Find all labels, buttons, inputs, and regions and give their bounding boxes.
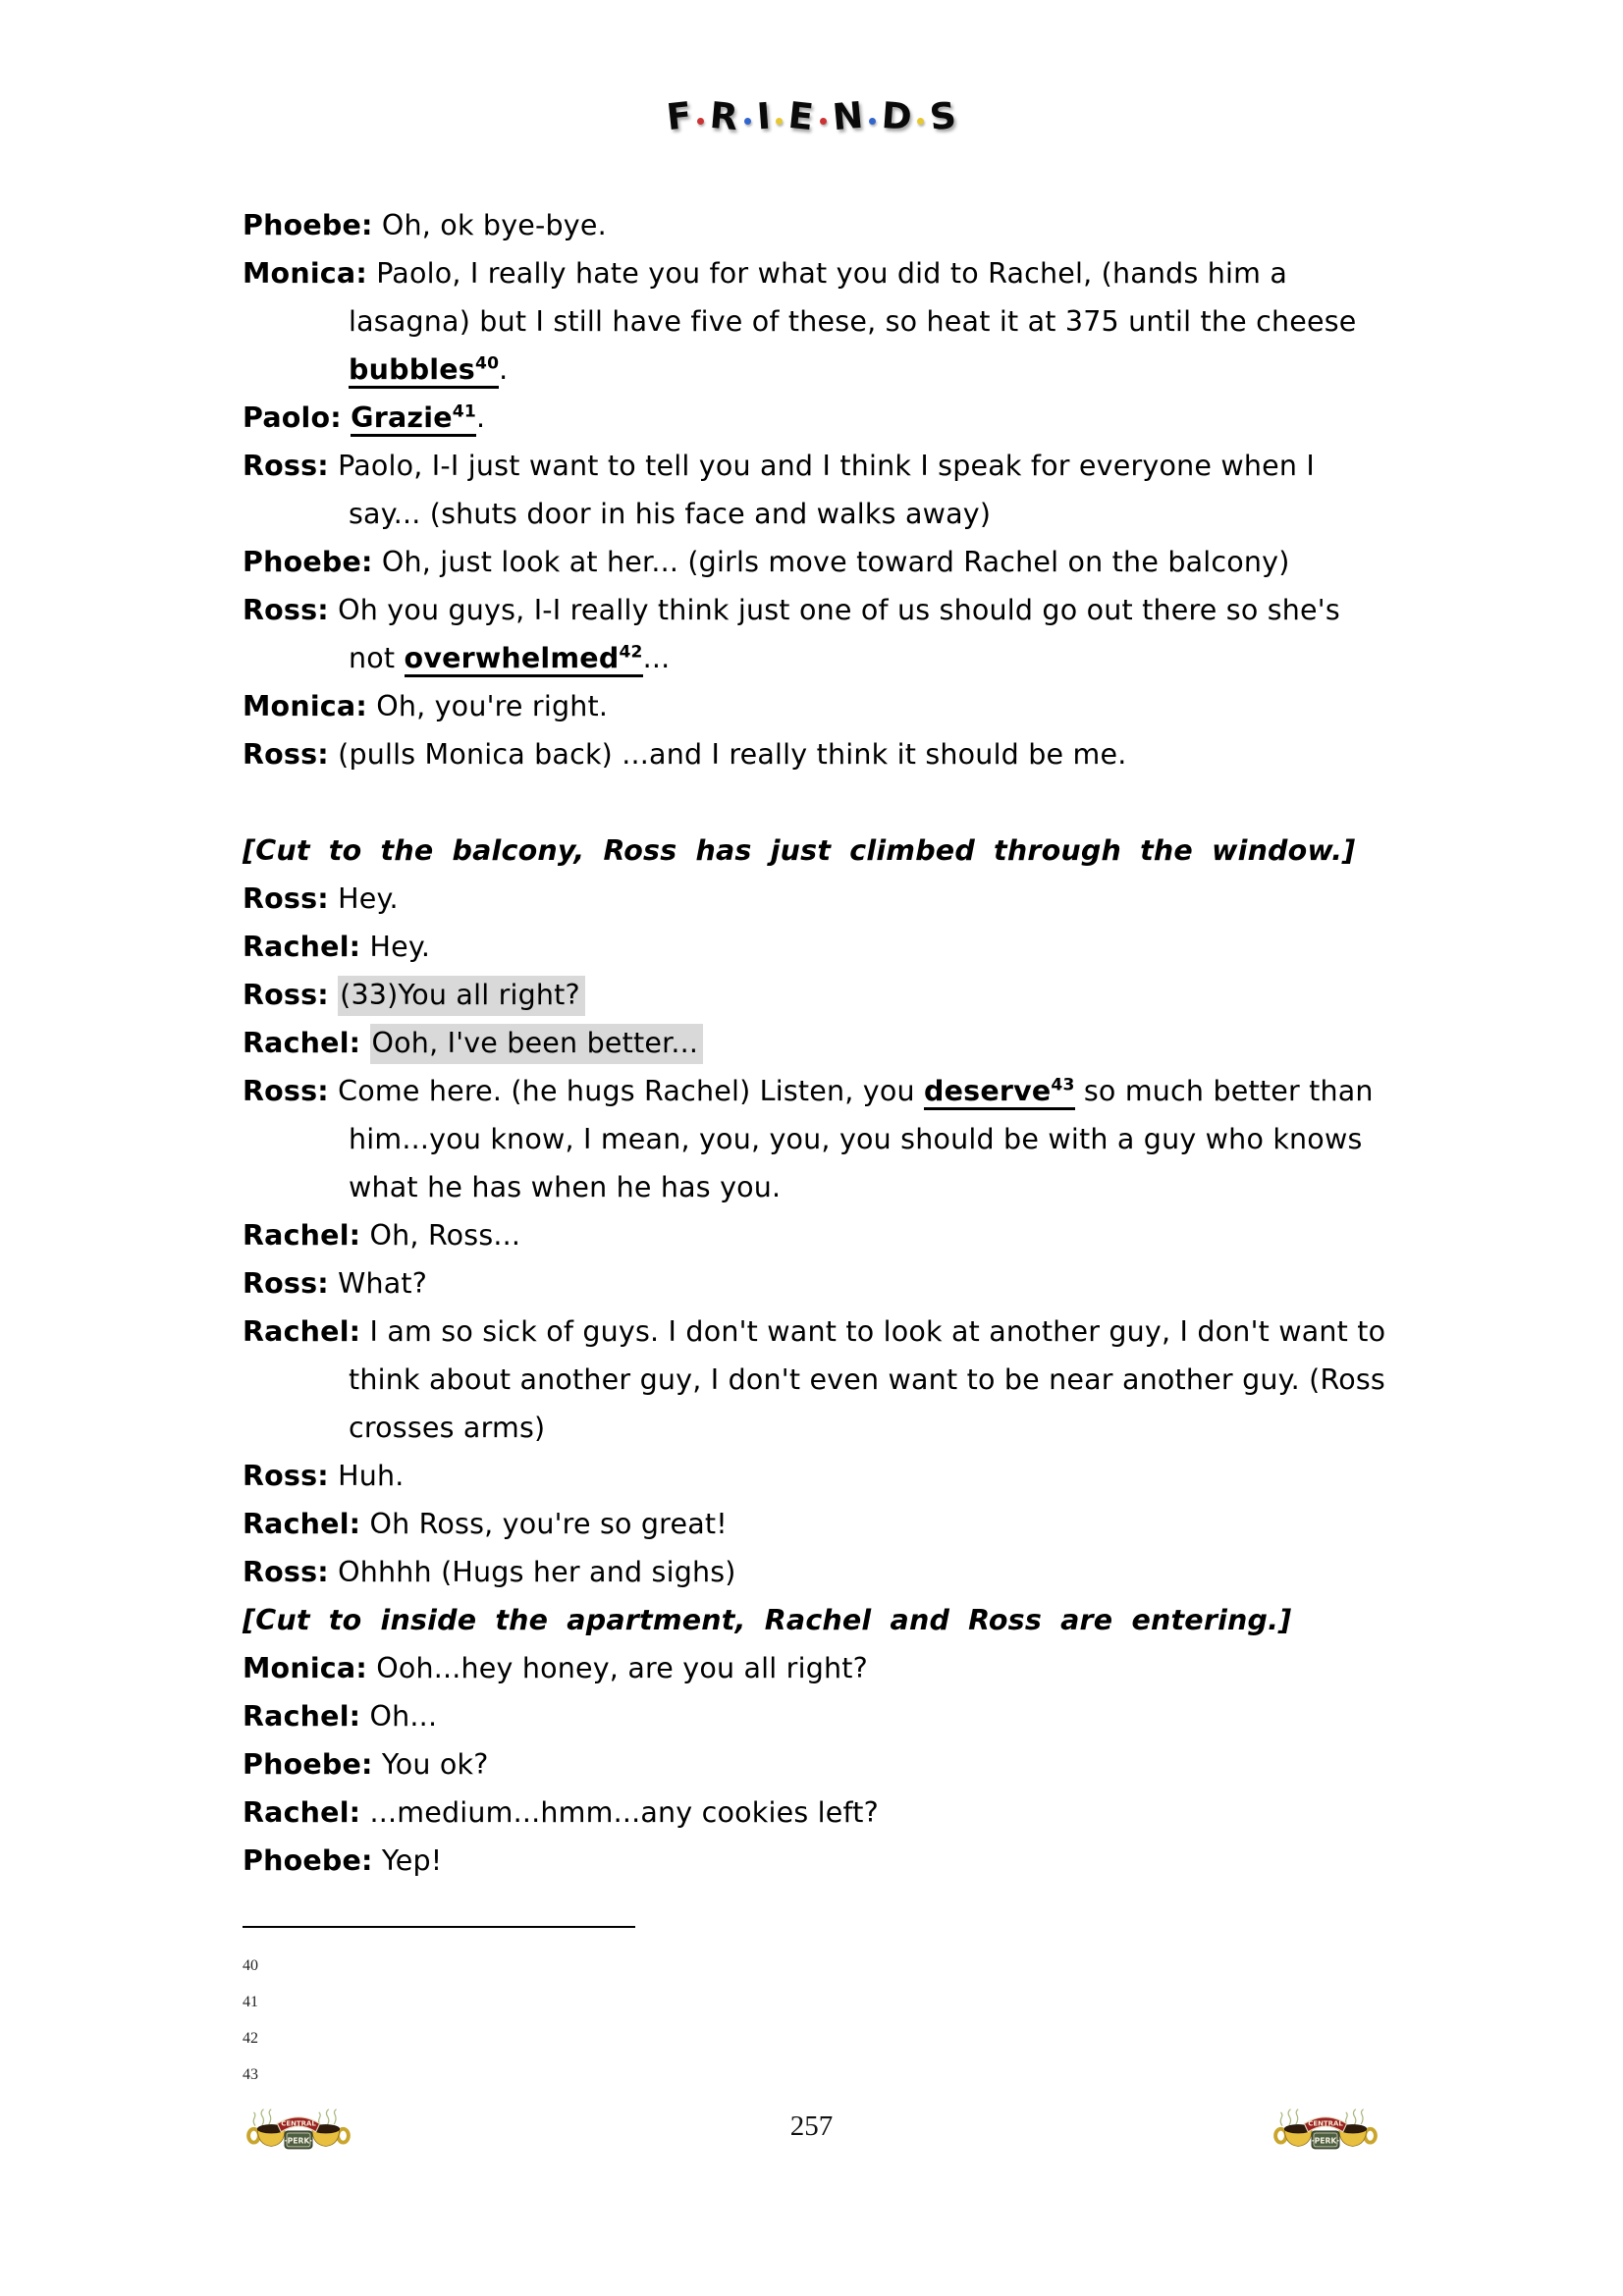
script-line (243, 1789, 1391, 1837)
script-line (243, 1692, 1391, 1740)
central-perk-banner-text: CENTRAL (1308, 2119, 1343, 2128)
footnote-reference: 40 (474, 353, 500, 374)
friends-logo-dot (744, 118, 751, 125)
central-perk-sign-text: ·PERK· (284, 2136, 313, 2146)
friends-logo-letter: N (830, 93, 865, 139)
dialogue-text: . (499, 353, 509, 386)
dialogue-text: I am so sick of guys. I don't want to look at another guy, I don't want to think about another guy, I don't even want to be near another guy. (Ross crosses arms) (349, 1315, 1386, 1444)
speaker-name: Ross: (243, 1460, 329, 1492)
dialogue-text: (pulls Monica back) ...and I really think it should be me. (338, 738, 1127, 771)
speaker-name: Ross: (243, 882, 329, 915)
speaker-name: Phoebe: (243, 1844, 373, 1877)
footnote-reference: 43 (1051, 1075, 1075, 1095)
speaker-name: Rachel: (243, 1219, 361, 1252)
dialogue-text: Paolo, I really hate you for what you did to Rachel, (hands him a lasagna) but I still have five of these, so heat it at 375 until the cheese (349, 257, 1357, 338)
dialogue-text: Oh, just look at her... (girls move toward Rachel on the balcony) (381, 546, 1290, 578)
friends-logo-dot (820, 118, 827, 125)
dialogue-text: Oh, ok bye-bye. (381, 209, 607, 241)
speaker-name: Ross: (243, 979, 329, 1011)
script-line (243, 394, 1391, 442)
dialogue-text: What? (338, 1267, 428, 1300)
highlighted-dialogue: Ooh, I've been better... (370, 1024, 704, 1064)
dialogue-text: Ooh...hey honey, are you all right? (376, 1652, 868, 1684)
speaker-name: Ross: (243, 594, 329, 626)
stage-direction: [Cut to the balcony, Ross has just climbed through the window.] (243, 834, 1356, 867)
underlined-term (405, 642, 643, 677)
script-line (243, 1067, 1391, 1211)
script-line (243, 1500, 1391, 1548)
footnote-marks (243, 1948, 832, 2093)
friends-logo (0, 93, 1623, 139)
speaker-name: Rachel: (243, 1508, 361, 1540)
underlined-term (924, 1075, 1075, 1110)
dialogue-text: Ohhhh (Hugs her and sighs) (338, 1556, 736, 1588)
central-perk-icon (245, 2107, 352, 2169)
speaker-name: Monica: (243, 1652, 367, 1684)
underlined-term (351, 401, 476, 437)
footnote-mark: 43 (243, 2066, 258, 2083)
friends-logo-dot (917, 118, 924, 125)
dialogue-text: ...medium...hmm...any cookies left? (369, 1796, 879, 1829)
friends-logo-letter: I (755, 94, 772, 138)
dialogue-text: bubbles (349, 353, 475, 386)
dialogue-text: so much better than him...you know, I mean, you, you, you should be with a guy who knows what he has when he has you. (349, 1075, 1374, 1203)
script-line (243, 1837, 1391, 1885)
dialogue-text: Oh... (369, 1700, 438, 1733)
dialogue-text: . (475, 401, 486, 434)
speaker-name: Phoebe: (243, 209, 373, 241)
script-line (243, 1308, 1391, 1452)
dialogue-text: Hey. (369, 931, 431, 963)
script-line (243, 538, 1391, 586)
footnote-separator (243, 1926, 635, 1928)
script-text-area (243, 201, 1391, 1885)
central-perk-sign-text: ·PERK· (1311, 2136, 1340, 2146)
dialogue-text: Oh you guys, I-I really think just one of us should go out there so she's not (338, 594, 1340, 674)
speaker-name: Ross: (243, 1267, 329, 1300)
footnote-mark: 42 (243, 2030, 258, 2047)
underlined-term (349, 353, 499, 389)
script-line (243, 923, 1391, 971)
footnote-mark: 41 (243, 1994, 258, 2010)
friends-logo-letter: S (928, 93, 959, 139)
script-line (243, 730, 1391, 778)
footnote-reference: 42 (619, 642, 643, 663)
speaker-name: Ross: (243, 1075, 329, 1107)
script-line (243, 682, 1391, 730)
footnotes-section (243, 1926, 832, 2093)
script-line (243, 1452, 1391, 1500)
speaker-name: Monica: (243, 257, 367, 290)
speaker-name: Phoebe: (243, 546, 373, 578)
script-line (243, 201, 1391, 249)
script-line (243, 249, 1391, 394)
highlighted-dialogue: (33)You all right? (338, 976, 585, 1016)
speaker-name: Phoebe: (243, 1748, 373, 1781)
speaker-name: Paolo: (243, 401, 342, 434)
footnote-reference: 41 (452, 401, 476, 422)
speaker-name: Monica: (243, 690, 367, 722)
script-line (243, 1740, 1391, 1789)
dialogue-text: You ok? (381, 1748, 489, 1781)
dialogue-text: overwhelmed (404, 642, 620, 674)
dialogue-text: Oh, Ross... (369, 1219, 521, 1252)
blank-line (243, 778, 1391, 827)
dialogue-text: Oh Ross, you're so great! (369, 1508, 728, 1540)
central-perk-logo-left (245, 2107, 352, 2169)
dialogue-text: Hey. (338, 882, 399, 915)
dialogue-text: ... (642, 642, 671, 674)
speaker-name: Rachel: (243, 1027, 361, 1059)
speaker-name: Ross: (243, 450, 329, 482)
dialogue-text: Grazie (351, 401, 453, 434)
script-line (243, 1548, 1391, 1596)
speaker-name: Rachel: (243, 1315, 361, 1348)
dialogue-text: Huh. (338, 1460, 405, 1492)
script-line (243, 586, 1391, 682)
central-perk-logo-right (1272, 2107, 1379, 2169)
dialogue-text: Yep! (381, 1844, 443, 1877)
friends-logo-letter: D (880, 93, 913, 139)
script-line (243, 442, 1391, 538)
footnote-mark: 40 (243, 1957, 258, 1974)
script-line (243, 1019, 1391, 1067)
friends-logo-dot (697, 118, 704, 125)
script-line (243, 1211, 1391, 1259)
speaker-name: Rachel: (243, 1796, 361, 1829)
script-line (243, 1644, 1391, 1692)
friends-logo-dot (776, 118, 783, 125)
script-line (243, 875, 1391, 923)
dialogue-text: Come here. (he hugs Rachel) Listen, you (338, 1075, 925, 1107)
page-number: 257 (789, 2110, 834, 2142)
friends-logo-letter: E (786, 93, 816, 139)
dialogue-text: deserve (924, 1075, 1052, 1107)
script-line (243, 971, 1391, 1019)
speaker-name: Rachel: (243, 1700, 361, 1733)
friends-logo-dot (869, 118, 876, 125)
stage-direction: [Cut to inside the apartment, Rachel and Ross are entering.] (243, 1604, 1292, 1636)
central-perk-banner-text: CENTRAL (281, 2119, 316, 2128)
dialogue-text: Paolo, I-I just want to tell you and I think I speak for everyone when I say... (shuts door in his face and walks away) (338, 450, 1315, 530)
dialogue-text: Oh, you're right. (376, 690, 609, 722)
friends-logo-letter: R (708, 93, 740, 139)
speaker-name: Rachel: (243, 931, 361, 963)
friends-logo-letter: F (664, 93, 694, 139)
script-line (243, 1259, 1391, 1308)
speaker-name: Ross: (243, 1556, 329, 1588)
speaker-name: Ross: (243, 738, 329, 771)
central-perk-icon (1272, 2107, 1379, 2169)
